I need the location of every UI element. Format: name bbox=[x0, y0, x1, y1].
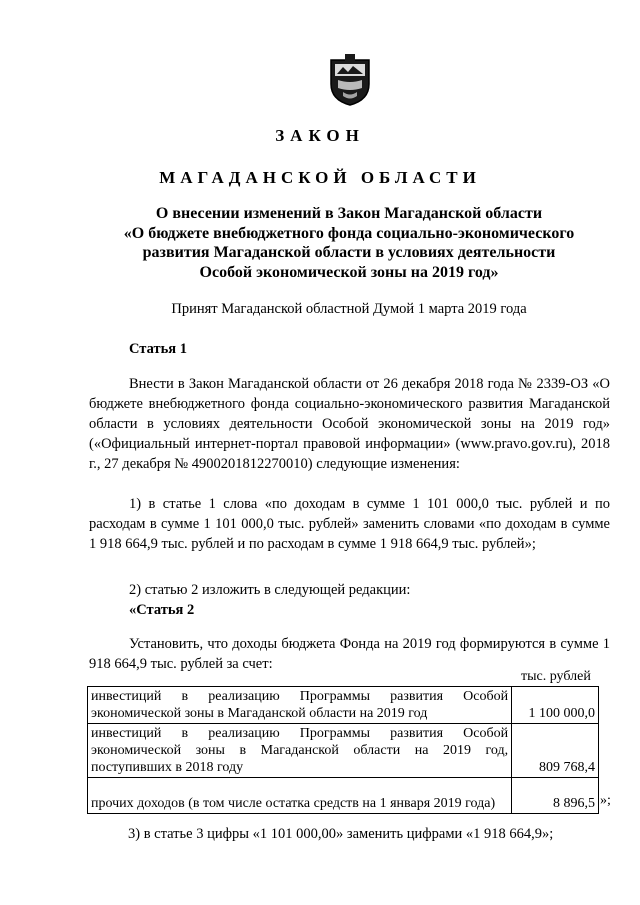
coat-of-arms-icon bbox=[329, 54, 371, 106]
row-value: 1 100 000,0 bbox=[512, 687, 599, 724]
revenue-table bbox=[87, 686, 599, 814]
closing-quote: »; bbox=[600, 793, 611, 808]
article-2-heading: «Статья 2 bbox=[129, 602, 195, 618]
article-1-intro bbox=[89, 374, 610, 474]
article-2-body: Установить, что доходы бюджета Фонда на 2019 год формируются в сумме 1 918 664,9 тыс. рублей за счет: bbox=[89, 636, 610, 672]
article-1-heading: Статья 1 bbox=[129, 341, 187, 357]
table-row bbox=[88, 724, 599, 778]
law-title bbox=[88, 204, 610, 282]
title-line: развития Магаданской области в условиях деятельности bbox=[142, 244, 556, 261]
title-line: «О бюджете внебюджетного фонда социально-экономического bbox=[123, 224, 575, 242]
item-1 bbox=[89, 494, 610, 554]
unit-label: тыс. рублей bbox=[521, 669, 591, 684]
title-line: Особой экономической зоны на 2019 год» bbox=[199, 263, 499, 281]
accepted-line: Принят Магаданской областной Думой 1 марта 2019 года bbox=[171, 301, 527, 317]
row-text: инвестиций в реализацию Программы развития Особой экономической зоны в Магаданской области на 2019 год bbox=[88, 687, 512, 724]
article-2-text bbox=[89, 634, 610, 674]
row-value: 809 768,4 bbox=[512, 724, 599, 778]
article-1-intro-text: Внести в Закон Магаданской области от 26 декабря 2018 года № 2339-ОЗ «О бюджете внебюджетного фонда социально-экономического развития Магаданской области в условиях деятельности Особой экономической зоны на 2019 год» («Официальный интернет-портал правовой информации» (www.pravo.gov.ru), 2018 г., 27 декабря № 4900201812270010) следующие изменения: bbox=[89, 376, 610, 472]
law-heading: ЗАКОН bbox=[275, 126, 365, 145]
item-2-text: 2) статью 2 изложить в следующей редакции: bbox=[129, 582, 411, 598]
row-text: инвестиций в реализацию Программы развития Особой экономической зоны в Магаданской области на 2019 год, поступивших в 2018 году bbox=[88, 724, 512, 778]
title-line: О внесении изменений в Закон Магаданской области bbox=[155, 205, 543, 222]
item-3: 3) в статье 3 цифры «1 101 000,00» заменить цифрами «1 918 664,9»; bbox=[128, 826, 554, 842]
region-heading: МАГАДАНСКОЙ ОБЛАСТИ bbox=[159, 168, 481, 187]
row-value: 8 896,5 bbox=[512, 778, 599, 814]
table-row bbox=[88, 778, 599, 814]
item-2 bbox=[89, 580, 610, 600]
item-1-text: 1) в статье 1 слова «по доходам в сумме 1 101 000,0 тыс. рублей и по расходам в сумме 1 101 000,0 тыс. рублей» заменить словами «по доходам в сумме 1 918 664,9 тыс. рублей и по расходам в сумме 1 918 664,9 тыс. рублей»; bbox=[89, 496, 610, 552]
table-row bbox=[88, 687, 599, 724]
row-text: прочих доходов (в том числе остатка средств на 1 января 2019 года) bbox=[88, 778, 512, 814]
